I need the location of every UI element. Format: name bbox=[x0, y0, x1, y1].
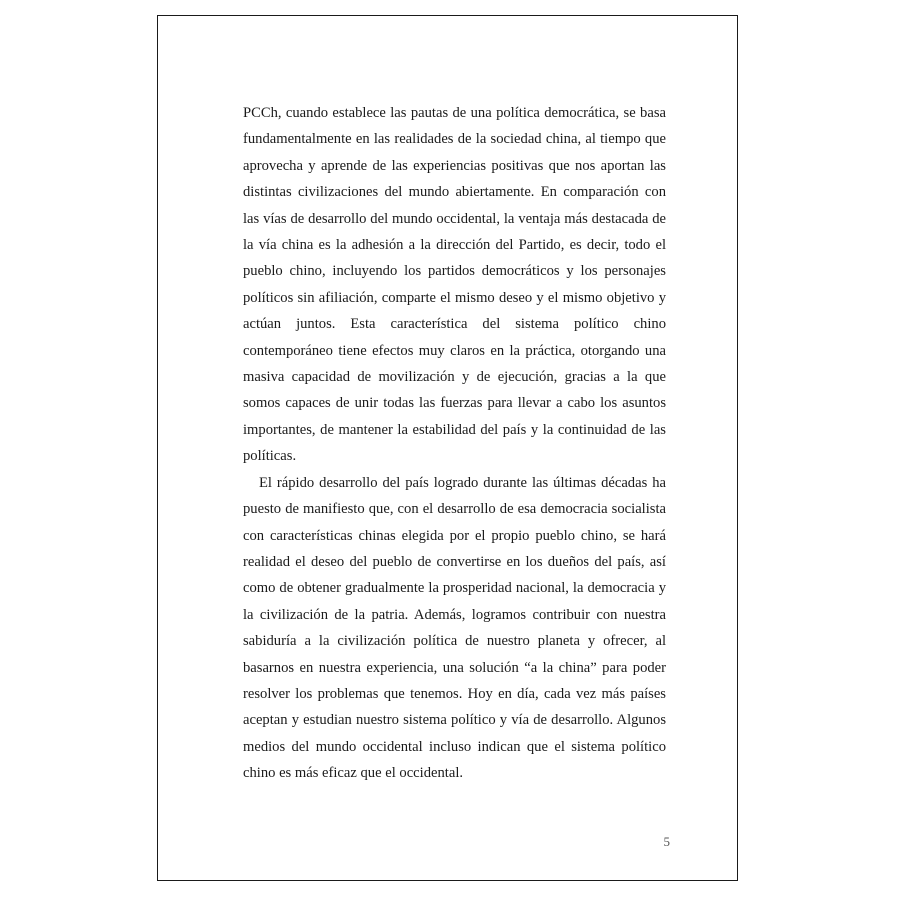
paragraph-1: PCCh, cuando establece las pautas de una política democrática, se basa fundamentalmente en las realidades de la sociedad china, al tiempo que aprovecha y aprende de las experiencias positivas que nos aportan las distintas civilizaciones del mundo abiertamente. En comparación con las vías de desarrollo del mundo occidental, la ventaja más destacada de la vía china es la adhesión a la dirección del Partido, es decir, todo el pueblo chino, incluyendo los partidos democráticos y los personajes políticos sin afiliación, comparte el mismo deseo y el mismo objetivo y actúan juntos. Esta característica del sistema político chino contemporáneo tiene efectos muy claros en la práctica, otorgando una masiva capacidad de movilización y de ejecución, gracias a la que somos capaces de unir todas las fuerzas para llevar a cabo los asuntos importantes, de mantener la estabilidad del país y la continuidad de las políticas. bbox=[243, 105, 666, 465]
document-page bbox=[157, 15, 738, 881]
body-text bbox=[243, 100, 666, 787]
paragraph-2: El rápido desarrollo del país logrado durante las últimas décadas ha puesto de manifiesto que, con el desarrollo de esa democracia socialista con características chinas elegida por el propio pueblo chino, se hará realidad el deseo del pueblo de convertirse en los dueños del país, así como de obtener gradualmente la prosperidad nacional, la democracia y la civilización de la patria. Además, logramos contribuir con nuestra sabiduría a la civilización política de nuestro planeta y ofrecer, al basarnos en nuestra experiencia, una solución “a la china” para poder resolver los problemas que tenemos. Hoy en día, cada vez más países aceptan y estudian nuestro sistema político y vía de desarrollo. Algunos medios del mundo occidental incluso indican que el sistema político chino es más eficaz que el occidental. bbox=[243, 474, 666, 782]
page-number: 5 bbox=[663, 834, 670, 849]
